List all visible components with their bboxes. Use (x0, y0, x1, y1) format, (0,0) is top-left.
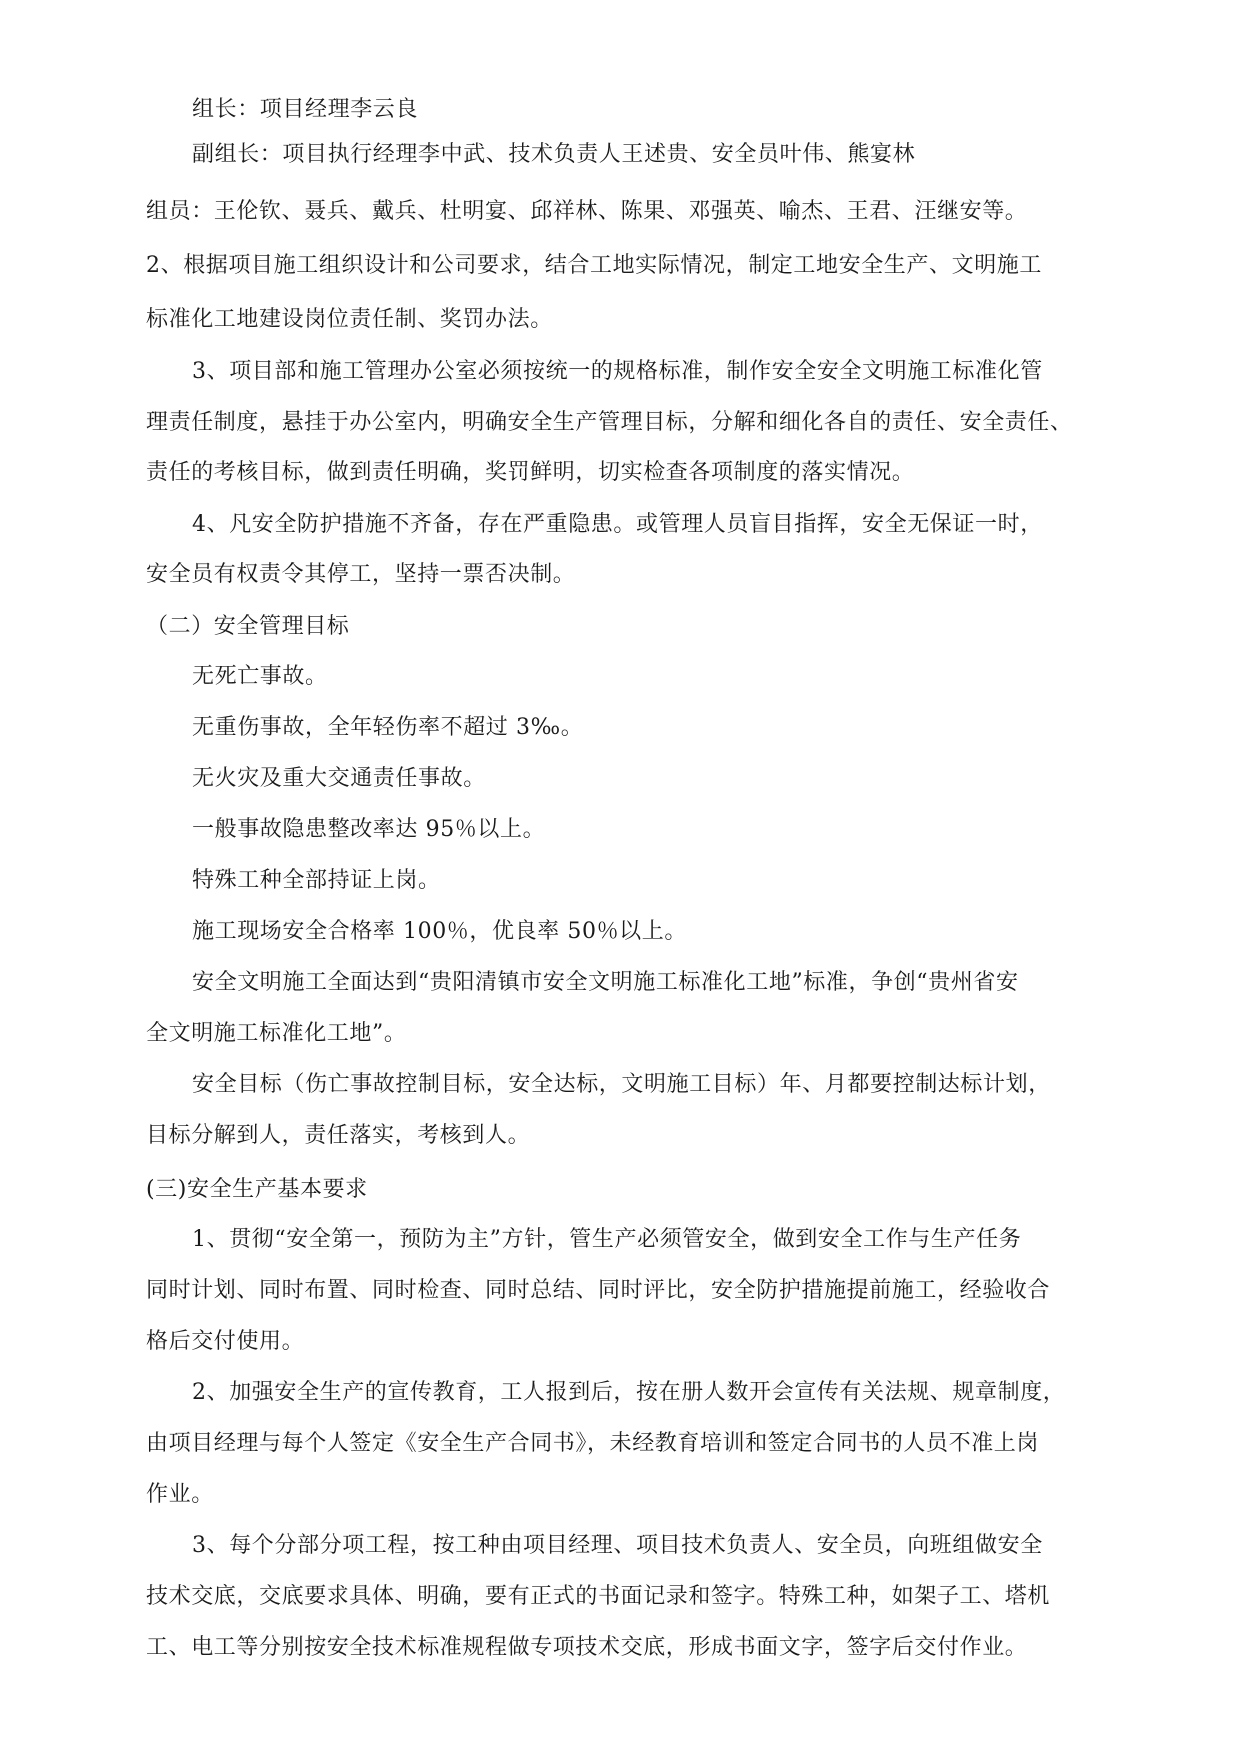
text-line: 4、凡安全防护措施不齐备，存在严重隐患。或管理人员盲目指挥，安全无保证一时， (192, 512, 1043, 537)
text-line: 责任的考核目标，做到责任明确，奖罚鲜明，切实检查各项制度的落实情况。 (146, 460, 915, 485)
text-line: 2、加强安全生产的宣传教育，工人报到后，按在册人数开会宣传有关法规、规章制度， (192, 1380, 1066, 1405)
text-line: 标准化工地建设岗位责任制、奖罚办法。 (146, 307, 553, 332)
text-line: 技术交底，交底要求具体、明确，要有正式的书面记录和签字。特殊工种，如架子工、塔机 (146, 1584, 1051, 1609)
text-line: 施工现场安全合格率 100％，优良率 50％以上。 (192, 919, 687, 944)
text-line: 同时计划、同时布置、同时检查、同时总结、同时评比，安全防护措施提前施工，经验收合 (146, 1278, 1051, 1303)
text-line: 无火灾及重大交通责任事故。 (192, 766, 486, 791)
text-line: 特殊工种全部持证上岗。 (192, 868, 441, 893)
text-line: 1、贯彻“安全第一，预防为主”方针，管生产必须管安全，做到安全工作与生产任务 (192, 1227, 1022, 1252)
section-heading: (三)安全生产基本要求 (146, 1177, 368, 1202)
text-line: 工、电工等分别按安全技术标准规程做专项技术交底，形成书面文字，签字后交付作业。 (146, 1635, 1028, 1660)
text-line: 一般事故隐患整改率达 95％以上。 (192, 817, 546, 842)
text-line: 安全员有权责令其停工，坚持一票否决制。 (146, 562, 576, 587)
text-line: 无重伤事故，全年轻伤率不超过 3‰。 (192, 715, 584, 740)
text-line: 由项目经理与每个人签定《安全生产合同书》，未经教育培训和签定合同书的人员不准上岗 (146, 1431, 1040, 1456)
text-line: 3、每个分部分项工程，按工种由项目经理、项目技术负责人、安全员，向班组做安全 (192, 1533, 1043, 1558)
text-line: 无死亡事故。 (192, 664, 328, 689)
text-line: 2、根据项目施工组织设计和公司要求，结合工地实际情况，制定工地安全生产、文明施工 (146, 253, 1042, 278)
text-line: 组员：王伦钦、聂兵、戴兵、杜明宴、邱祥林、陈果、邓强英、喻杰、王君、汪继安等。 (146, 199, 1028, 224)
text-line: 格后交付使用。 (146, 1329, 305, 1354)
text-line: 目标分解到人，责任落实，考核到人。 (146, 1123, 531, 1148)
text-line: 组长：项目经理李云良 (192, 97, 419, 122)
text-line: 副组长：项目执行经理李中武、技术负责人王述贵、安全员叶伟、熊宴林 (192, 142, 916, 167)
text-line: 安全目标（伤亡事故控制目标，安全达标，文明施工目标）年、月都要控制达标计划， (192, 1072, 1051, 1097)
text-line: 作业。 (146, 1482, 214, 1507)
section-heading: （二）安全管理目标 (146, 614, 350, 639)
text-line: 3、项目部和施工管理办公室必须按统一的规格标准，制作安全安全文明施工标准化管 (192, 359, 1043, 384)
text-line: 安全文明施工全面达到“贵阳清镇市安全文明施工标准化工地”标准，争创“贵州省安 (192, 970, 1019, 995)
text-line: 全文明施工标准化工地”。 (146, 1021, 407, 1046)
text-line: 理责任制度，悬挂于办公室内，明确安全生产管理目标，分解和细化各自的责任、安全责任、 (146, 410, 1073, 435)
